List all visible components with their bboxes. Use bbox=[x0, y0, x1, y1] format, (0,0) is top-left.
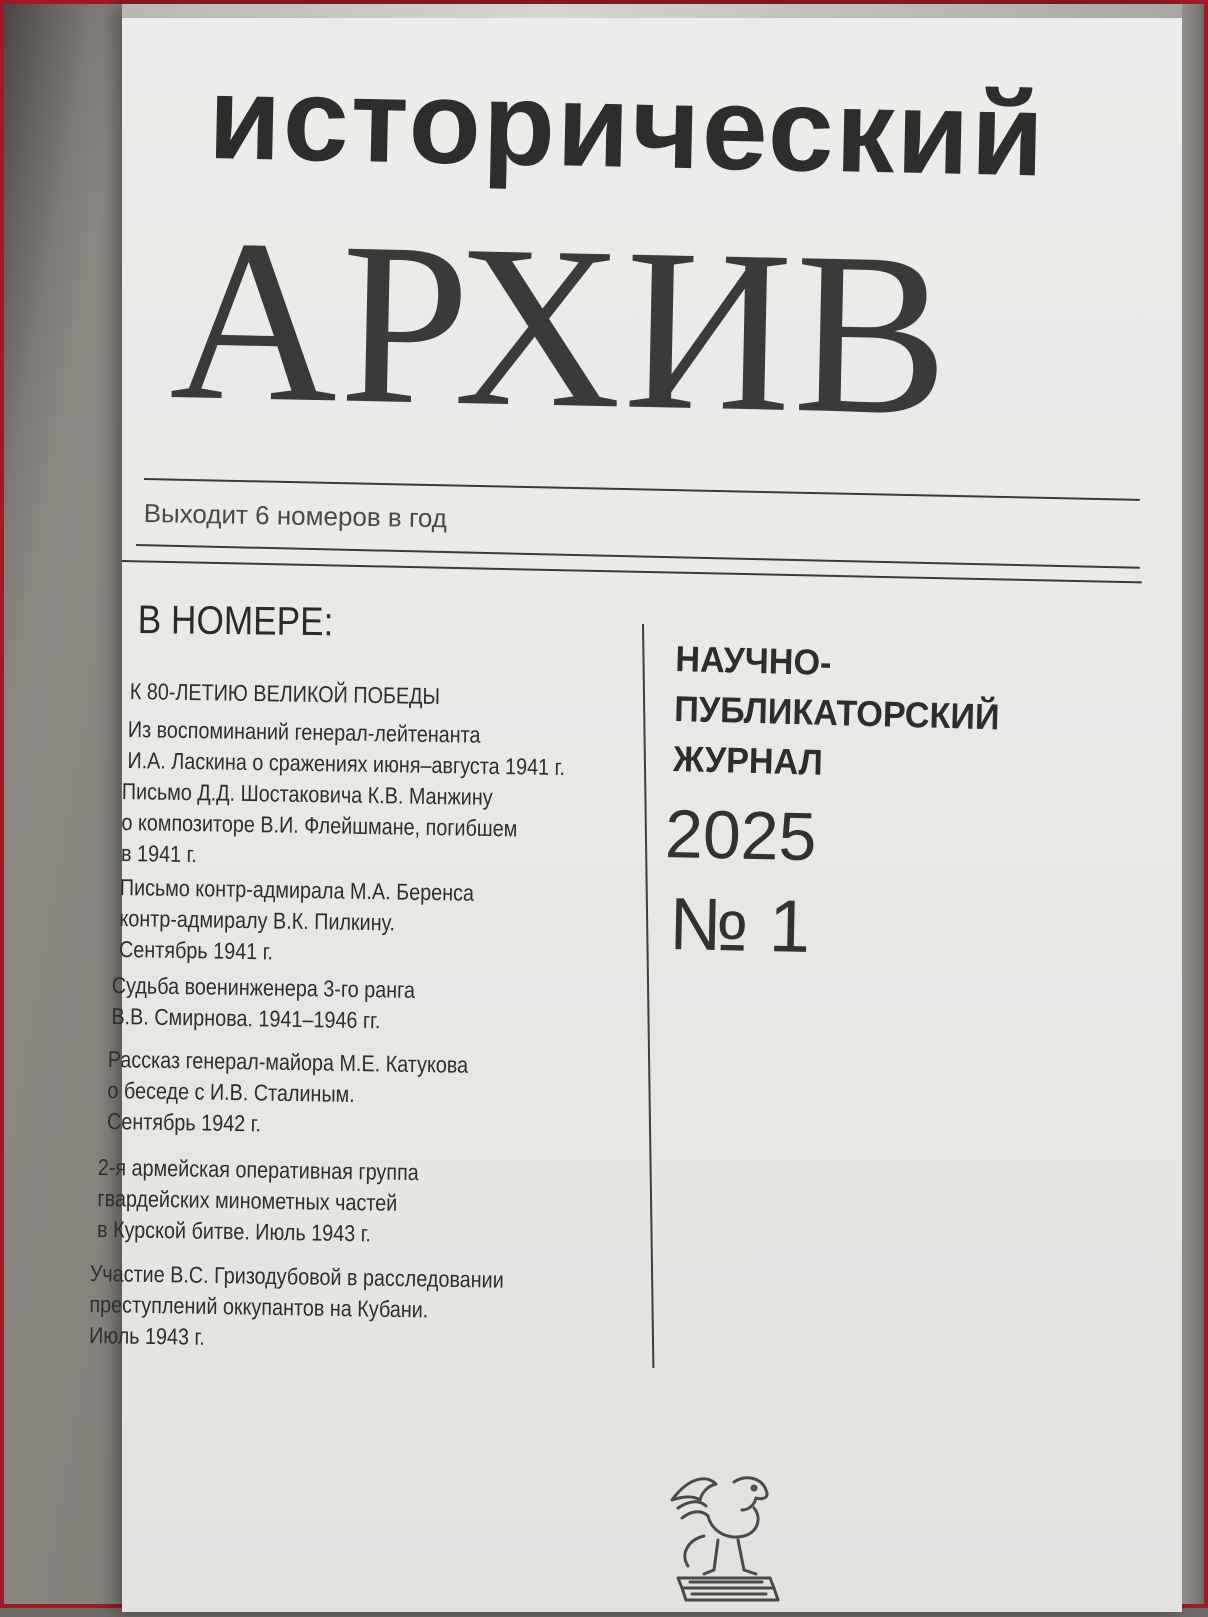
griffin-on-books-icon bbox=[658, 1470, 788, 1612]
contents-heading: В НОМЕРЕ: bbox=[137, 598, 334, 645]
contents-item: Письмо Д.Д. Шостаковича К.В. Манжину о композиторе В.И. Флейшмане, погибшем в 1941 г. bbox=[120, 777, 518, 868]
contents-item: 2-я армейская оперативная группа гвардейских минометных частей в Курской битве. Июль 1943 г. bbox=[96, 1153, 419, 1247]
issue-year: 2025 bbox=[664, 795, 818, 876]
journal-type: НАУЧНО- ПУБЛИКАТОРСКИЙ ЖУРНАЛ bbox=[672, 637, 1001, 783]
contents-list bbox=[88, 4, 682, 1404]
contents-item: К 80-ЛЕТИЮ ВЕЛИКОЙ ПОБЕДЫ bbox=[129, 677, 441, 710]
contents-item: Рассказ генерал-майора М.Е. Катукова о беседе с И.В. Сталиным. Сентябрь 1942 г. bbox=[106, 1045, 469, 1137]
contents-item: Судьба военинженера 3-го ранга В.В. Смирнова. 1941–1946 гг. bbox=[111, 971, 416, 1034]
contents-item: Письмо контр-адмирала М.А. Беренса контр-адмиралу В.К. Пилкину. Сентябрь 1941 г. bbox=[118, 873, 475, 965]
journal-title-line1: исторический bbox=[207, 51, 1048, 202]
journal-page bbox=[88, 4, 1182, 1612]
contents-item: Из воспоминаний генерал-лейтенанта И.А. Ласкина о сражениях июня–августа 1941 г. bbox=[127, 715, 566, 781]
publication-frequency: Выходит 6 номеров в год bbox=[143, 498, 448, 534]
journal-title-line2: АРХИВ bbox=[168, 190, 954, 465]
contents-item: Участие В.С. Гризодубовой в расследовании преступлений оккупантов на Кубани. Июль 1943 г. bbox=[88, 1259, 504, 1350]
issue-number: № 1 bbox=[668, 882, 812, 968]
